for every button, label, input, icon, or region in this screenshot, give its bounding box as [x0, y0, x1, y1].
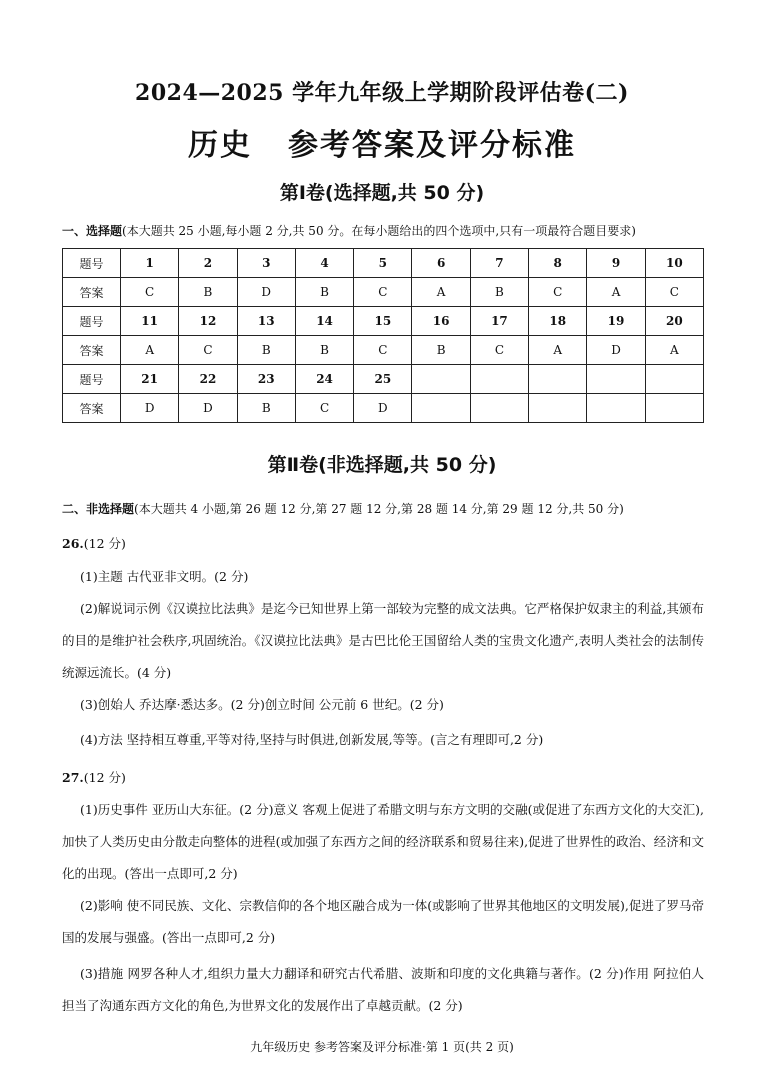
answer-27-2: (2)影响 使不同民族、文化、宗教信仰的各个地区融合成为一体(或影响了世界其他地区的文明发展),促进了罗马帝国的发展与强盛。(答出一点即可,2 分): [62, 898, 704, 945]
question-27-heading: [62, 768, 126, 786]
question-number: 13: [237, 307, 295, 336]
question-number: 11: [121, 307, 179, 336]
question-number: 22: [179, 365, 237, 394]
question-number: 4: [295, 249, 353, 278]
part2-intro-text: (本大题共 4 小题,第 26 题 12 分,第 27 题 12 分,第 28 题 14 分,第 29 题 12 分,共 50 分): [134, 502, 624, 516]
empty-cell: [645, 394, 703, 423]
doc-subtitle: 参考答案及评分标准: [288, 128, 576, 163]
answer-cell: C: [354, 336, 412, 365]
doc-heading: [0, 120, 764, 164]
question-number: 20: [645, 307, 703, 336]
question-number: 1: [121, 249, 179, 278]
answer-26-2: (2)解说词示例《汉谟拉比法典》是迄今已知世界上第一部较为完整的成文法典。它严格保护奴隶主的利益,其颁布的目的是维护社会秩序,巩固统治。《汉谟拉比法典》是古巴比伦王国留给人类的宝贵文化遗产,表明人类社会的法制传统源远流长。(4 分): [62, 601, 704, 680]
answer-cell: D: [179, 394, 237, 423]
answer-cell: C: [121, 278, 179, 307]
answer-cell: A: [121, 336, 179, 365]
question-number: 6: [412, 249, 470, 278]
question-number: 14: [295, 307, 353, 336]
answer-cell: A: [412, 278, 470, 307]
answer-cell: C: [179, 336, 237, 365]
part1-intro-label: 一、选择题: [62, 224, 123, 238]
empty-cell: [529, 394, 587, 423]
answer-cell: C: [645, 278, 703, 307]
answer-cell: B: [237, 394, 295, 423]
answer-26-4: (4)方法 坚持相互尊重,平等对待,坚持与时俱进,创新发展,等等。(言之有理即可,2 分): [80, 732, 544, 747]
question-number: 16: [412, 307, 470, 336]
row-label-answer: 答案: [63, 336, 121, 365]
question-number: 8: [529, 249, 587, 278]
part2-instructions: [62, 500, 624, 517]
question-number: 27.: [62, 770, 84, 785]
answer-cell: C: [354, 278, 412, 307]
answer-row: [63, 336, 704, 365]
page-footer: 九年级历史 参考答案及评分标准·第 1 页(共 2 页): [250, 1040, 514, 1054]
answer-table: [62, 248, 704, 423]
answer-26-1: (1)主题 古代亚非文明。(2 分): [80, 569, 249, 584]
empty-cell: [587, 365, 645, 394]
answer-cell: B: [237, 336, 295, 365]
empty-cell: [529, 365, 587, 394]
answer-cell: D: [237, 278, 295, 307]
row-label-question: 题号: [63, 307, 121, 336]
question-number: 26.: [62, 536, 84, 551]
part1-intro-text: (本大题共 25 小题,每小题 2 分,共 50 分。在每小题给出的四个选项中,只有一项最符合题目要求): [122, 224, 636, 238]
question-number-row: [63, 365, 704, 394]
question-number: 9: [587, 249, 645, 278]
row-label-answer: 答案: [63, 394, 121, 423]
answer-cell: B: [470, 278, 528, 307]
part1-instructions: [62, 222, 636, 239]
answer-27-3: (3)措施 网罗各种人才,组织力量大力翻译和研究古代希腊、波斯和印度的文化典籍与著作。(2 分)作用 阿拉伯人担当了沟通东西方文化的角色,为世界文化的发展作出了卓越贡献。(2 分): [62, 966, 704, 1013]
question-number-row: [63, 307, 704, 336]
part1-title: 第Ⅰ卷(选择题,共 50 分): [279, 182, 485, 204]
empty-cell: [412, 394, 470, 423]
question-number: 17: [470, 307, 528, 336]
question-number: 21: [121, 365, 179, 394]
answer-row: [63, 278, 704, 307]
answer-26-3: (3)创始人 乔达摩·悉达多。(2 分)创立时间 公元前 6 世纪。(2 分): [80, 697, 444, 712]
answer-cell: A: [587, 278, 645, 307]
row-label-answer: 答案: [63, 278, 121, 307]
empty-cell: [412, 365, 470, 394]
row-label-question: 题号: [63, 365, 121, 394]
part2-title: 第Ⅱ卷(非选择题,共 50 分): [267, 454, 497, 476]
question-number: 19: [587, 307, 645, 336]
question-26-heading: [62, 534, 126, 552]
answer-cell: B: [295, 278, 353, 307]
answer-cell: D: [354, 394, 412, 423]
answer-cell: C: [295, 394, 353, 423]
answer-cell: A: [529, 336, 587, 365]
question-number: 5: [354, 249, 412, 278]
question-number: 24: [295, 365, 353, 394]
question-score: (12 分): [83, 536, 126, 551]
answer-cell: B: [179, 278, 237, 307]
empty-cell: [587, 394, 645, 423]
part2-intro-label: 二、非选择题: [62, 502, 135, 516]
question-number-row: [63, 249, 704, 278]
answer-cell: A: [645, 336, 703, 365]
answer-cell: C: [529, 278, 587, 307]
answer-cell: C: [470, 336, 528, 365]
row-label-question: 题号: [63, 249, 121, 278]
answer-27-1: (1)历史事件 亚历山大东征。(2 分)意义 客观上促进了希腊文明与东方文明的交融(或促进了东西方文化的大交汇),加快了人类历史由分散走向整体的进程(或加强了东西方之间的经济联系和贸易往来),促进了世界性的政治、经济和文化的出现。(答出一点即可,2 分): [62, 802, 704, 881]
question-number: 3: [237, 249, 295, 278]
question-number: 15: [354, 307, 412, 336]
answer-row: [63, 394, 704, 423]
subject-label: 历史: [188, 128, 252, 163]
answer-cell: B: [412, 336, 470, 365]
answer-cell: D: [121, 394, 179, 423]
question-number: 18: [529, 307, 587, 336]
exam-title: 2024—2025 学年九年级上学期阶段评估卷(二): [135, 80, 629, 106]
question-number: 23: [237, 365, 295, 394]
empty-cell: [645, 365, 703, 394]
empty-cell: [470, 394, 528, 423]
question-number: 12: [179, 307, 237, 336]
question-number: 7: [470, 249, 528, 278]
question-score: (12 分): [83, 770, 126, 785]
answer-cell: B: [295, 336, 353, 365]
question-number: 2: [179, 249, 237, 278]
question-number: 10: [645, 249, 703, 278]
question-number: 25: [354, 365, 412, 394]
empty-cell: [470, 365, 528, 394]
answer-cell: D: [587, 336, 645, 365]
